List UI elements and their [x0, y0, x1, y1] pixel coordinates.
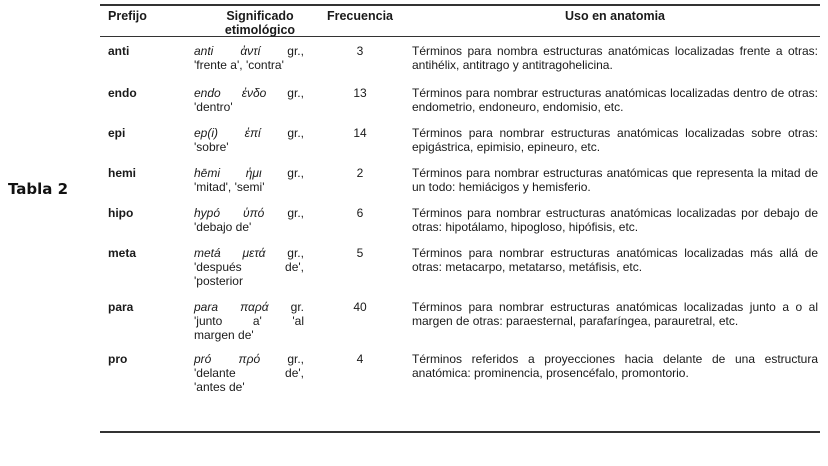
usage-cell: Términos para nombrar estructuras anatómicas localizadas sobre otras: epigástrica, epimisio, epineuro, etc.: [412, 126, 818, 154]
etymology-cell: [188, 246, 318, 293]
frequency-cell: 3: [356, 44, 364, 58]
greek-form: πρό: [238, 352, 261, 366]
language-abbrev: gr.,: [287, 246, 304, 260]
etymology-gloss: 'delante de',: [194, 366, 304, 380]
frequency-cell: 13: [353, 86, 367, 100]
etymology-cell: [188, 126, 318, 159]
usage-cell: Términos para nombrar estructuras anatómicas localizadas más allá de otras: metacarpo, metatarso, metáfisis, etc.: [412, 246, 818, 274]
etymology-cell: [188, 206, 318, 239]
etymology-cell: [188, 300, 318, 345]
etymology-gloss: 'posterior: [194, 274, 243, 288]
table-row: [100, 119, 820, 159]
language-abbrev: gr.,: [287, 126, 304, 140]
greek-form: ὑπό: [243, 206, 265, 220]
usage-cell: Términos referidos a proyecciones hacia delante de una estructura anatómica: prominencia, prosencéfalo, promontorio.: [412, 352, 818, 380]
usage-cell: Términos para nombrar estructuras anatómicas que representa la mitad de un todo: hemiácigos y hemisferio.: [412, 166, 818, 194]
latin-form: para: [194, 300, 219, 314]
latin-form: pró: [194, 352, 212, 366]
header-meaning-line1: Significado: [226, 9, 294, 23]
etymology-gloss: 'junto a' 'al: [194, 314, 304, 328]
etymology-gloss: 'dentro': [194, 100, 233, 114]
header-prefix: Prefijo: [108, 9, 147, 23]
header-meaning: [188, 9, 318, 37]
language-abbrev: gr.,: [287, 86, 304, 100]
etymology-gloss: 'sobre': [194, 140, 229, 154]
header-usage: Uso en anatomia: [564, 9, 666, 23]
latin-form: metá: [194, 246, 221, 260]
prefix-cell: hemi: [108, 166, 137, 180]
frequency-cell: 6: [356, 206, 364, 220]
latin-form: ep(i): [194, 126, 219, 140]
table-row: [100, 199, 820, 239]
usage-cell: Términos para nombrar estructuras anatómicas localizadas por debajo de otras: hipotálamo, hipogloso, hipófisis, etc.: [412, 206, 818, 234]
greek-form: μετά: [242, 246, 266, 260]
greek-form: ἐνδο: [241, 86, 267, 100]
frequency-cell: 5: [356, 246, 364, 260]
etymology-gloss: 'debajo de': [194, 220, 252, 234]
greek-form: ἡμι: [245, 166, 262, 180]
latin-form: hēmi: [194, 166, 221, 180]
prefix-cell: endo: [108, 86, 137, 100]
prefix-table: [100, 4, 820, 401]
etymology-gloss: 'frente a', 'contra': [194, 58, 284, 72]
prefix-cell: meta: [108, 246, 137, 260]
prefix-cell: hipo: [108, 206, 134, 220]
etymology-cell: [188, 44, 318, 79]
latin-form: anti: [194, 44, 214, 58]
language-abbrev: gr.: [290, 300, 304, 314]
table-row: [100, 345, 820, 401]
table-row: [100, 79, 820, 119]
etymology-cell: [188, 166, 318, 199]
table-body: [100, 37, 820, 401]
table-row: [100, 239, 820, 293]
usage-cell: Términos para nombrar estructuras anatómicas localizadas dentro de otras: endometrio, endoneuro, endomisio, etc.: [412, 86, 818, 114]
table-caption: Tabla 2: [8, 180, 69, 198]
prefix-cell: para: [108, 300, 134, 314]
usage-cell: Términos para nombrar estructuras anatómicas localizadas junto a o al margen de otras: paraesternal, parafaríngea, parauretral, etc.: [412, 300, 818, 328]
prefix-cell: epi: [108, 126, 126, 140]
etymology-cell: [188, 352, 318, 401]
frequency-cell: 2: [356, 166, 364, 180]
frequency-cell: 40: [353, 300, 367, 314]
etymology-gloss: 'mitad', 'semi': [194, 180, 265, 194]
language-abbrev: gr.,: [287, 352, 304, 366]
header-frequency: Frecuencia: [326, 9, 393, 23]
table-row: [100, 159, 820, 199]
latin-form: endo: [194, 86, 221, 100]
greek-form: ἐπί: [244, 126, 261, 140]
table-bottom-rule: [100, 431, 820, 433]
etymology-gloss: margen de': [194, 328, 254, 342]
language-abbrev: gr.,: [287, 44, 304, 58]
prefix-cell: anti: [108, 44, 130, 58]
table-header-row: [100, 6, 820, 36]
etymology-cell: [188, 86, 318, 119]
prefix-cell: pro: [108, 352, 128, 366]
greek-form: παρά: [240, 300, 269, 314]
greek-form: ἀντί: [240, 44, 261, 58]
frequency-cell: 4: [356, 352, 364, 366]
table-row: [100, 293, 820, 345]
etymology-gloss: 'después de',: [194, 260, 304, 274]
frequency-cell: 14: [353, 126, 367, 140]
etymology-gloss: 'antes de': [194, 380, 245, 394]
header-meaning-line2: etimológico: [224, 23, 296, 37]
usage-cell: Términos para nombra estructuras anatómicas localizadas frente a otras: antihélix, antitrago y antitragohelicina.: [412, 44, 818, 72]
language-abbrev: gr.,: [287, 206, 304, 220]
table-row: [100, 37, 820, 79]
language-abbrev: gr.,: [287, 166, 304, 180]
latin-form: hypó: [194, 206, 221, 220]
